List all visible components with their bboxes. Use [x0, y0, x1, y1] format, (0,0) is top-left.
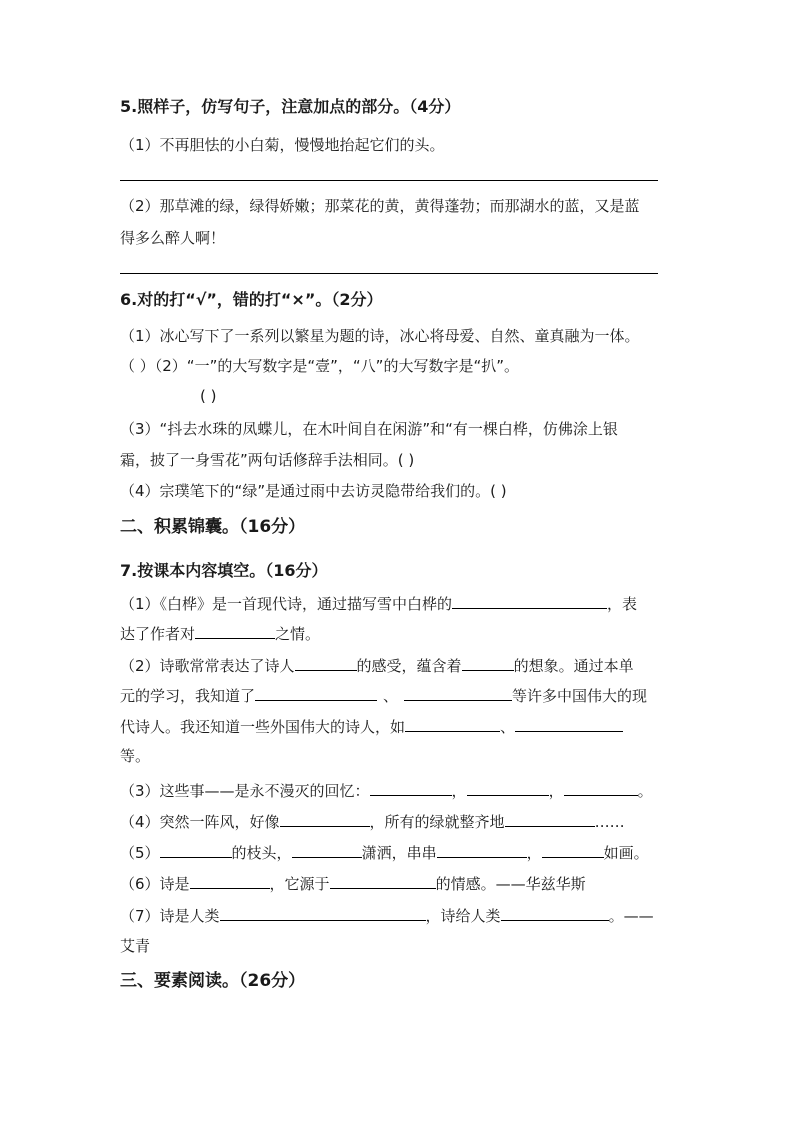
q7-item5-text-d: ，: [526, 844, 542, 862]
q7-item5-text-b: 的枝头，: [231, 844, 292, 862]
q7-blank-2-2[interactable]: [462, 655, 514, 671]
q5-item2-line1: （2）那草滩的绿，绿得娇嫩；那菜花的黄，黄得蓬勃；而那湖水的蓝，又是蓝: [120, 197, 640, 215]
q6-item4: （4）宗璞笔下的“绿”是通过雨中去访灵隐带给我们的。( ): [120, 482, 507, 500]
q7-item5-text-a: （5）: [120, 844, 160, 862]
q7-blank-2-4[interactable]: [404, 685, 512, 701]
q7-blank-1-1[interactable]: [452, 593, 607, 609]
q7-item5: [120, 842, 649, 863]
q7-item2-line3: [120, 716, 623, 737]
q7-blank-3-3[interactable]: [564, 780, 638, 796]
q7-item1-text-b: ，表: [607, 595, 638, 613]
q7-blank-5-1[interactable]: [160, 842, 232, 858]
q6-blank-paren[interactable]: ( ): [200, 387, 217, 405]
q7-blank-2-1[interactable]: [295, 655, 357, 671]
q6-item1: （1）冰心写下了一系列以繁星为题的诗，冰心将母爱、自然、童真融为一体。: [120, 327, 640, 345]
q7-blank-1-2[interactable]: [195, 623, 275, 639]
q7-blank-6-2[interactable]: [330, 873, 436, 889]
q6-item3-line1: （3）“抖去水珠的凤蝶儿，在木叶间自在闲游”和“有一棵白桦，仿佛涂上银: [120, 420, 618, 438]
q7-blank-6-1[interactable]: [190, 873, 270, 889]
q7-blank-3-2[interactable]: [467, 780, 549, 796]
q5-title: 5.照样子，仿写句子，注意加点的部分。（4分）: [120, 97, 461, 116]
q6-item2: （ ）（2）“一”的大写数字是“壹”，“八”的大写数字是“扒”。: [120, 357, 519, 375]
q7-item7-author: 艾青: [120, 937, 151, 955]
q6-title: 6.对的打“√”，错的打“×”。（2分）: [120, 290, 383, 309]
q7-item3: [120, 780, 653, 801]
q7-item4: [120, 811, 625, 832]
q7-item2-text-g: 代诗人。我还知道一些外国伟大的诗人，如: [120, 718, 406, 736]
q7-item7-text-c: 。——: [608, 907, 654, 925]
q7-item6: [120, 873, 586, 894]
q7-blank-2-6[interactable]: [515, 716, 623, 732]
q7-item5-text-c: 潇洒，串串: [361, 844, 437, 862]
q7-item4-text-c: ……: [594, 813, 625, 831]
q7-blank-2-5[interactable]: [405, 716, 500, 732]
q7-item2-text-a: （2）诗歌常常表达了诗人: [120, 657, 295, 675]
q7-item2-text-d: 元的学习，我知道了: [120, 687, 256, 705]
q5-answer-line-1[interactable]: [120, 180, 658, 181]
q7-item3-text-a: （3）这些事——是永不漫灭的回忆：: [120, 782, 370, 800]
q7-blank-7-1[interactable]: [220, 905, 426, 921]
q7-item2-line1: [120, 655, 634, 676]
q5-item1: （1）不再胆怯的小白菊，慢慢地抬起它们的头。: [120, 136, 445, 154]
q7-item6-text-c: 的情感。——华兹华斯: [435, 875, 586, 893]
q7-item2-line2: [120, 685, 647, 706]
q7-item1-text-c: 达了作者对: [120, 625, 196, 643]
q7-item2-text-i: 等。: [120, 747, 151, 765]
q7-blank-5-3[interactable]: [437, 842, 527, 858]
section2-title: 二、积累锦囊。（16分）: [120, 517, 306, 537]
q7-item7-text-a: （7）诗是人类: [120, 907, 220, 925]
q7-item1-line1: [120, 593, 637, 614]
q7-item2-text-f: 等许多中国伟大的现: [512, 687, 648, 705]
q7-blank-2-3[interactable]: [255, 685, 377, 701]
q7-blank-4-2[interactable]: [505, 811, 595, 827]
q7-item3-text-b: ，: [451, 782, 467, 800]
q7-blank-7-2[interactable]: [501, 905, 609, 921]
q7-item2-text-c: 的想象。通过本单: [513, 657, 634, 675]
q7-item7: [120, 905, 654, 926]
q6-item3-line2: 霜，披了一身雪花”两句话修辞手法相同。( ): [120, 451, 415, 469]
q7-item1-line2: [120, 623, 320, 644]
q7-item4-text-b: ，所有的绿就整齐地: [369, 813, 505, 831]
q7-item2-text-h: 、: [500, 718, 516, 736]
q5-answer-line-2[interactable]: [120, 273, 658, 274]
q5-item2-line2: 得多么醉人啊！: [120, 229, 226, 247]
q7-item3-text-d: 。: [637, 782, 653, 800]
q7-item4-text-a: （4）突然一阵风，好像: [120, 813, 280, 831]
section3-title: 三、要素阅读。（26分）: [120, 971, 306, 991]
q7-item1-text-d: 之情。: [275, 625, 321, 643]
q7-item3-text-c: ，: [548, 782, 564, 800]
q7-item2-text-e: 、: [383, 687, 399, 705]
q7-title: 7.按课本内容填空。（16分）: [120, 561, 328, 580]
q7-item1-text-a: （1）《白桦》是一首现代诗，通过描写雪中白桦的: [120, 595, 453, 613]
q7-item2-text-b: 的感受，蕴含着: [356, 657, 462, 675]
q7-item5-text-e: 如画。: [603, 844, 649, 862]
q7-blank-3-1[interactable]: [370, 780, 452, 796]
q7-item6-text-b: ，它源于: [269, 875, 330, 893]
q7-blank-4-1[interactable]: [280, 811, 370, 827]
q7-item6-text-a: （6）诗是: [120, 875, 190, 893]
q7-blank-5-2[interactable]: [292, 842, 362, 858]
q7-blank-5-4[interactable]: [542, 842, 604, 858]
q7-item7-text-b: ，诗给人类: [425, 907, 501, 925]
